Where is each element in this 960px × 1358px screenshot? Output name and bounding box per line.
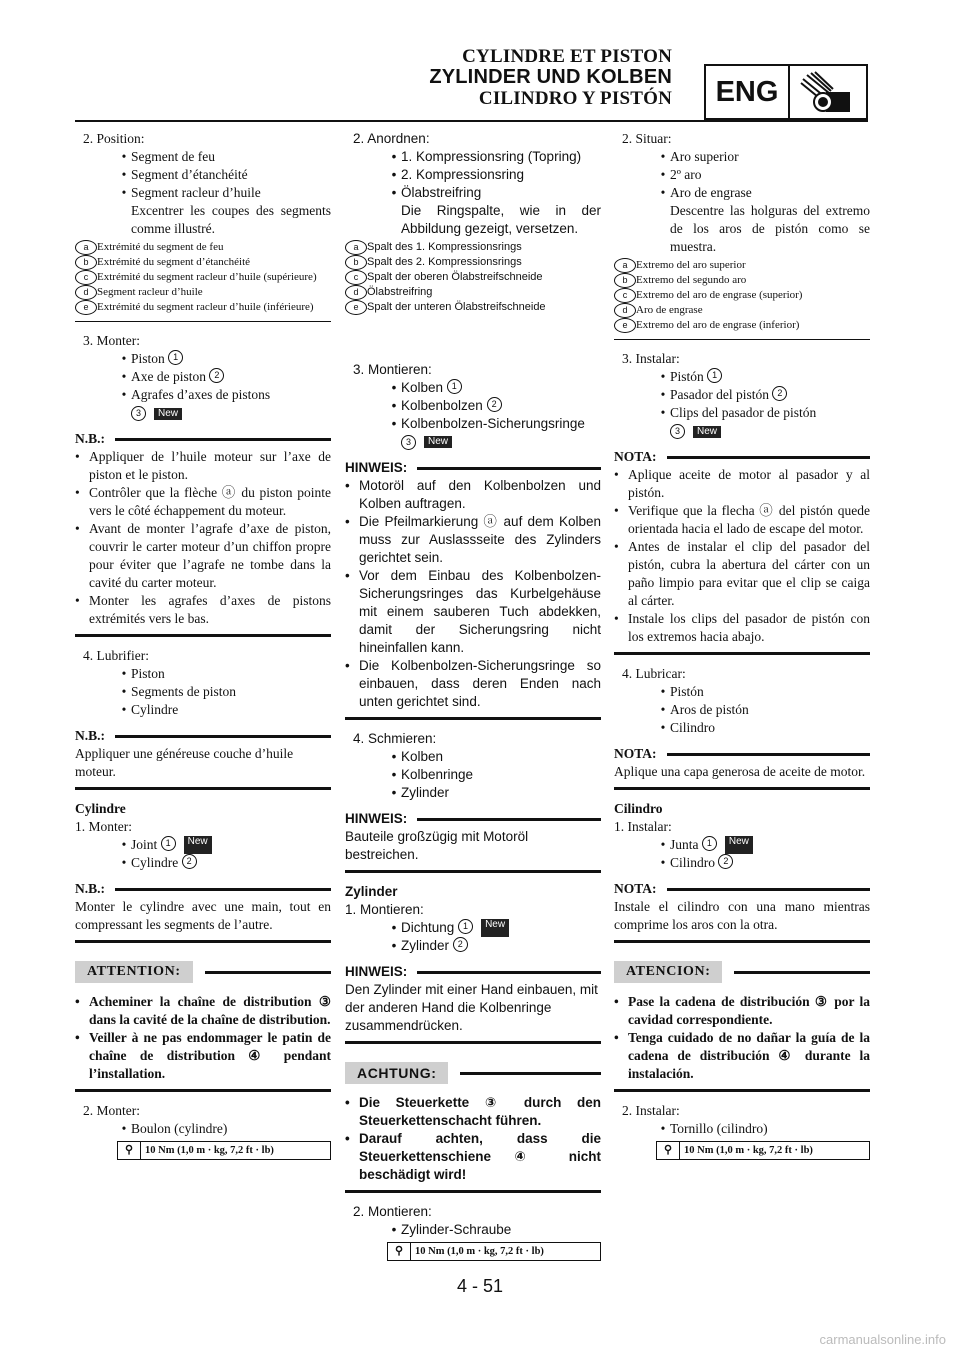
column-spanish: 2. Situar: • Aro superior • 2º aro • Aro de engrase Descentre las holguras del extremo de los aros de pistón como se muestra. a Extremo del aro superior b Extremo del segundo aro c Extremo del aro de engrase (superior) d Aro de engrase e Extremo del aro de engrase (inferior) 3. Instalar: • Pistón 1 • Pasador del pistón 2 • Clips del pasador de pistón 3 New NOTA: • Aplique aceite de motor al pasador y al pistón. • Verifique que la flecha ⓐ del pistón quede orientada hacia el lado de escape del motor. • Antes de instalar el clip del pasador del pistón, cubra la abertura del cárter con un paño limpio para evitar que el clip se caiga al cárter. • Instale los clips del pasador de pistón con los extremos hacia abajo. 4. Lubricar: • Pistón • Aros de pistón • Cilindro NOTA: Aplique una capa generosa de aceite de motor. Cilindro 1. Instalar: • Junta 1 New • Cilindro 2 NOTA: Instale el cilindro con una mano mientras comprime los aros con la otra. ATENCION: • Pase la cadena de distribución ③ por la cavidad correspondiente. • Tenga cuidado de no dañar la guía de la cadena de distribución ④ durante la instalación. 2. Instalar: • Tornillo (cilindro) ⚲ 10 Nm (1,0 m · kg, 7,2 ft · lb) xyxy=(614,130,870,1160)
ref-item: Extrémité du segment d’étanchéité xyxy=(97,256,251,268)
step-install: 3. Monter: xyxy=(83,333,140,348)
header-rule xyxy=(75,120,868,122)
list-item: Segment de feu xyxy=(131,149,215,164)
note-box: HINWEIS: • Motoröl auf den Kolbenbolzen und Kolben auftragen. • Die Pfeilmarkierung ⓐ auf dem Kolben muss zur Auslassseite des Zylinders gerichtet sein. • Vor dem Einbau des Kolbenbolzen-Sicherungsringes das Kurbelgehäuse mit einem sauberen Tuch abdekken, damit der Sicherungsring nicht hineinfallen kann. • Die Kolbenbolzen-Sicherungsringe so einbauen, dass deren Enden nach unten gerichtet sind. xyxy=(345,459,601,720)
step-position: 2. Position: xyxy=(83,131,145,146)
ref-item: Extrémité du segment de feu xyxy=(97,241,224,253)
ref-item: Extrémité du segment racleur d’huile (supérieure) xyxy=(97,271,317,283)
page-number: 4 - 51 xyxy=(456,1276,504,1296)
torque-spec: ⚲ 10 Nm (1,0 m · kg, 7,2 ft · lb) xyxy=(117,1141,331,1160)
new-badge: New xyxy=(154,408,182,420)
subsection-title: Cylindre xyxy=(75,801,126,816)
instruction-text: Excentrer les coupes des segments comme illustré. xyxy=(131,203,331,236)
title-de: ZYLINDER UND KOLBEN xyxy=(429,66,672,88)
ref-item: Segment racleur d’huile xyxy=(97,286,203,298)
torque-spec: ⚲ 10 Nm (1,0 m · kg, 7,2 ft · lb) xyxy=(656,1141,870,1160)
section-header xyxy=(429,46,672,109)
eng-section-box xyxy=(704,64,868,120)
note-box: NOTA: • Aplique aceite de motor al pasador y al pistón. • Verifique que la flecha ⓐ del pistón quede orientada hacia el lado de escape del motor. • Antes de instalar el clip del pasador del pistón, cubra la abertura del cárter con un paño limpio para evitar que el clip se caiga al cárter. • Instale los clips del pasador de pistón con los extremos hacia abajo. xyxy=(614,448,870,655)
note-box: HINWEIS: Bauteile großzügig mit Motoröl bestreichen. xyxy=(345,810,601,873)
ref-item: Extrémité du segment racleur d’huile (inférieure) xyxy=(97,301,314,313)
title-fr: CYLINDRE ET PISTON xyxy=(462,46,672,67)
caution-header: ATENCION: xyxy=(614,961,870,983)
torque-spec: ⚲ 10 Nm (1,0 m · kg, 7,2 ft · lb) xyxy=(387,1242,601,1261)
title-es: CILINDRO Y PISTÓN xyxy=(478,88,672,109)
engine-icon xyxy=(790,66,866,118)
note-box: NOTA: Aplique una capa generosa de aceite de motor. xyxy=(614,745,870,790)
column-french: 2. Position: • Segment de feu • Segment d’étanchéité • Segment racleur d’huile Excentrer les coupes des segments comme illustré. a Extrémité du segment de feu b Extrémité du segment d’étanchéité c Extrémité du segment racleur d’huile (supérieure) d Segment racleur d’huile e Extrémité du segment racleur d’huile (inférieure) 3. Monter: • Piston 1 • Axe de piston 2 • Agrafes d’axes de pistons 3 New N.B.: • Appliquer de l’huile moteur sur l’axe de piston et le piston. • Contrôler que la flèche ⓐ du piston pointe vers le côté échappement du moteur. • Avant de monter l’agrafe d’axe de piston, couvrir le carter moteur d’un chiffon propre pour éviter que l’agrafe ne tombe dans la cavité du carter moteur. • Monter les agrafes d’axes de pistons extrémités vers le bas. 4. Lubrifier: • Piston • Segments de piston • Cylindre N.B.: Appliquer une généreuse couche d’huile moteur. Cylindre 1. Monter: • Joint 1 New • Cylindre 2 N.B.: Monter le cylindre avec une main, tout en compressant les segments de l’autre. ATTENTION: • Acheminer la chaîne de distribution ③ dans la cavité de la chaîne de distribution. • Veiller à ne pas endommager le patin de chaîne de distribution ④ pendant l’installation. 2. Monter: • Boulon (cylindre) ⚲ 10 Nm (1,0 m · kg, 7,2 ft · lb) xyxy=(75,130,331,1160)
note-box: HINWEIS: Den Zylinder mit einer Hand einbauen, mit der anderen Hand die Kolbenringe zusammendrücken. xyxy=(345,963,601,1044)
caution-header: ATTENTION: xyxy=(75,961,331,983)
list-item: Segment d’étanchéité xyxy=(131,167,248,182)
column-german: 2. Anordnen: • 1. Kompressionsring (Topring) • 2. Kompressionsring • Ölabstreifring Die Ringspalte, wie in der Abbildung gezeigt, versetzen. a Spalt des 1. Kompressionsrings b Spalt des 2. Kompressionsrings c Spalt der oberen Ölabstreifschneide d Ölabstreifring e Spalt der unteren Ölabstreifschneide 3. Montieren: • Kolben 1 • Kolbenbolzen 2 • Kolbenbolzen-Sicherungsringe 3 New HINWEIS: • Motoröl auf den Kolbenbolzen und Kolben auftragen. • Die Pfeilmarkierung ⓐ auf dem Kolben muss zur Auslassseite des Zylinders gerichtet sein. • Vor dem Einbau des Kolbenbolzen-Sicherungsringes das Kurbelgehäuse mit einem sauberen Tuch abdekken, damit der Sicherungsring nicht hineinfallen kann. • Die Kolbenbolzen-Sicherungsringe so einbauen, dass deren Enden nach unten gerichtet sind. 4. Schmieren: • Kolben • Kolbenringe • Zylinder HINWEIS: Bauteile großzügig mit Motoröl bestreichen. Zylinder 1. Montieren: • Dichtung 1 New • Zylinder 2 HINWEIS: Den Zylinder mit einer Hand einbauen, mit der anderen Hand die Kolbenringe zusammendrücken. ACHTUNG: • Die Steuerkette ③ durch den Steuerkettenschacht führen. • Darauf achten, dass die Steuerkettenschiene ④ nicht beschädigt wird! 2. Montieren: • Zylinder-Schraube ⚲ 10 Nm (1,0 m · kg, 7,2 ft · lb) xyxy=(345,130,601,1261)
note-box: N.B.: Monter le cylindre avec une main, tout en compressant les segments de l’autre. xyxy=(75,880,331,943)
note-box: NOTA: Instale el cilindro con una mano mientras comprime los aros con la otra. xyxy=(614,880,870,943)
note-box: N.B.: Appliquer une généreuse couche d’huile moteur. xyxy=(75,727,331,790)
watermark: carmanualsonline.info xyxy=(819,1332,946,1347)
note-box: N.B.: • Appliquer de l’huile moteur sur l’axe de piston et le piston. • Contrôler que la flèche ⓐ du piston pointe vers le côté échappement du moteur. • Avant de monter l’agrafe d’axe de piston, couvrir le carter moteur d’un chiffon propre pour éviter que l’agrafe ne tombe dans la cavité du carter moteur. • Monter les agrafes d’axes de pistons extrémités vers le bas. xyxy=(75,430,331,637)
caution-header: ACHTUNG: xyxy=(345,1062,601,1084)
list-item: Segment racleur d’huile xyxy=(131,185,261,200)
eng-label: ENG xyxy=(706,66,790,118)
